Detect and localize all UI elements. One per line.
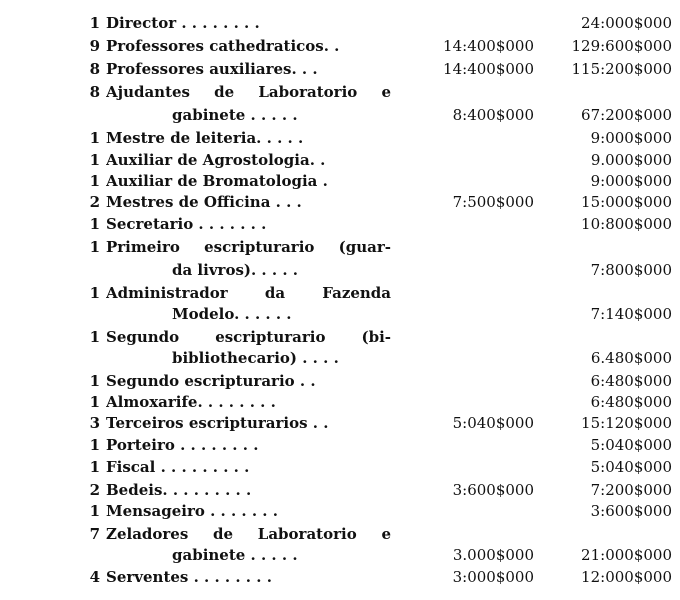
row-total: 9:000$000 (590, 172, 672, 190)
row-total: 7:800$000 (590, 261, 672, 279)
row-quantity: 3 (89, 414, 100, 432)
row-description: Porteiro . . . . . . . . (106, 436, 259, 454)
table-row (0, 479, 680, 501)
row-description: bibliothecario) . . . . (172, 349, 339, 367)
table-row (0, 544, 680, 566)
row-description: Mensageiro . . . . . . . (106, 502, 278, 520)
row-total: 6.480$000 (590, 349, 672, 367)
row-description: Segundo escripturario (bi- (106, 328, 391, 346)
row-total: 5:040$000 (590, 436, 672, 454)
row-description: Terceiros escripturarios . . (106, 414, 329, 432)
row-quantity: 1 (89, 502, 100, 520)
row-unit-salary: 3:600$000 (452, 481, 534, 499)
row-description: Professores auxiliares. . . (106, 60, 318, 78)
row-description: Professores cathedraticos. . (106, 37, 340, 55)
table-row (0, 370, 680, 392)
table-row (0, 456, 680, 478)
row-quantity: 1 (89, 129, 100, 147)
row-total: 6:480$000 (590, 393, 672, 411)
row-quantity: 1 (89, 284, 100, 302)
row-unit-salary: 3:000$000 (452, 568, 534, 586)
row-quantity: 1 (89, 172, 100, 190)
row-total: 7:140$000 (590, 305, 672, 323)
row-description: Fiscal . . . . . . . . . (106, 458, 250, 476)
table-row (0, 191, 680, 213)
table-row (0, 81, 680, 103)
row-description: Almoxarife. . . . . . . . (106, 393, 276, 411)
table-row (0, 236, 680, 258)
row-total: 21:000$000 (581, 546, 672, 564)
row-description: Secretario . . . . . . . (106, 215, 267, 233)
table-row (0, 127, 680, 149)
row-quantity: 8 (89, 60, 100, 78)
row-description: Bedeis. . . . . . . . . (106, 481, 252, 499)
row-total: 15:000$000 (581, 193, 672, 211)
table-row (0, 149, 680, 171)
row-description: da livros). . . . . (172, 261, 298, 279)
row-description: Director . . . . . . . . (106, 14, 260, 32)
row-quantity: 4 (89, 568, 100, 586)
table-row (0, 326, 680, 348)
row-description: Auxiliar de Bromatologia . (106, 172, 328, 190)
row-quantity: 2 (89, 481, 100, 499)
row-quantity: 2 (89, 193, 100, 211)
row-total: 9:000$000 (590, 129, 672, 147)
table-row (0, 347, 680, 369)
row-total: 6:480$000 (590, 372, 672, 390)
row-description: Zeladores de Laboratorio e (106, 525, 391, 543)
table-row (0, 391, 680, 413)
row-description: Auxiliar de Agrostologia. . (106, 151, 326, 169)
row-description: Segundo escripturario . . (106, 372, 316, 390)
row-quantity: 1 (89, 436, 100, 454)
row-quantity: 7 (89, 525, 100, 543)
row-description: Ajudantes de Laboratorio e (106, 83, 391, 101)
row-quantity: 1 (89, 328, 100, 346)
row-quantity: 1 (89, 372, 100, 390)
table-row (0, 434, 680, 456)
table-row (0, 500, 680, 522)
row-quantity: 9 (89, 37, 100, 55)
table-row (0, 259, 680, 281)
table-row (0, 170, 680, 192)
row-description: Modelo. . . . . . (172, 305, 292, 323)
row-unit-salary: 3.000$000 (452, 546, 534, 564)
row-unit-salary: 8:400$000 (452, 106, 534, 124)
row-total: 15:120$000 (581, 414, 672, 432)
row-quantity: 1 (89, 215, 100, 233)
row-quantity: 1 (89, 151, 100, 169)
row-total: 115:200$000 (571, 60, 672, 78)
table-row (0, 282, 680, 304)
table-row (0, 303, 680, 325)
row-total: 12:000$000 (581, 568, 672, 586)
row-description: gabinete . . . . . (172, 106, 298, 124)
row-quantity: 1 (89, 458, 100, 476)
row-total: 129:600$000 (571, 37, 672, 55)
row-unit-salary: 14:400$000 (443, 37, 534, 55)
table-row (0, 58, 680, 80)
row-quantity: 1 (89, 14, 100, 32)
row-quantity: 1 (89, 393, 100, 411)
row-total: 5:040$000 (590, 458, 672, 476)
table-row (0, 412, 680, 434)
row-total: 24:000$000 (581, 14, 672, 32)
row-unit-salary: 7:500$000 (452, 193, 534, 211)
row-unit-salary: 14:400$000 (443, 60, 534, 78)
row-total: 3:600$000 (590, 502, 672, 520)
table-row (0, 566, 680, 588)
row-description: Serventes . . . . . . . . (106, 568, 272, 586)
table-row (0, 213, 680, 235)
table-row (0, 104, 680, 126)
row-unit-salary: 5:040$000 (452, 414, 534, 432)
table-row (0, 523, 680, 545)
row-total: 7:200$000 (590, 481, 672, 499)
row-description: Primeiro escripturario (guar- (106, 238, 391, 256)
row-description: gabinete . . . . . (172, 546, 298, 564)
row-quantity: 8 (89, 83, 100, 101)
row-total: 67:200$000 (581, 106, 672, 124)
table-row (0, 35, 680, 57)
row-description: Mestre de leiteria. . . . . (106, 129, 304, 147)
row-total: 10:800$000 (581, 215, 672, 233)
row-description: Mestres de Officina . . . (106, 193, 302, 211)
table-row (0, 12, 680, 34)
row-description: Administrador da Fazenda (106, 284, 391, 302)
row-quantity: 1 (89, 238, 100, 256)
row-total: 9.000$000 (590, 151, 672, 169)
